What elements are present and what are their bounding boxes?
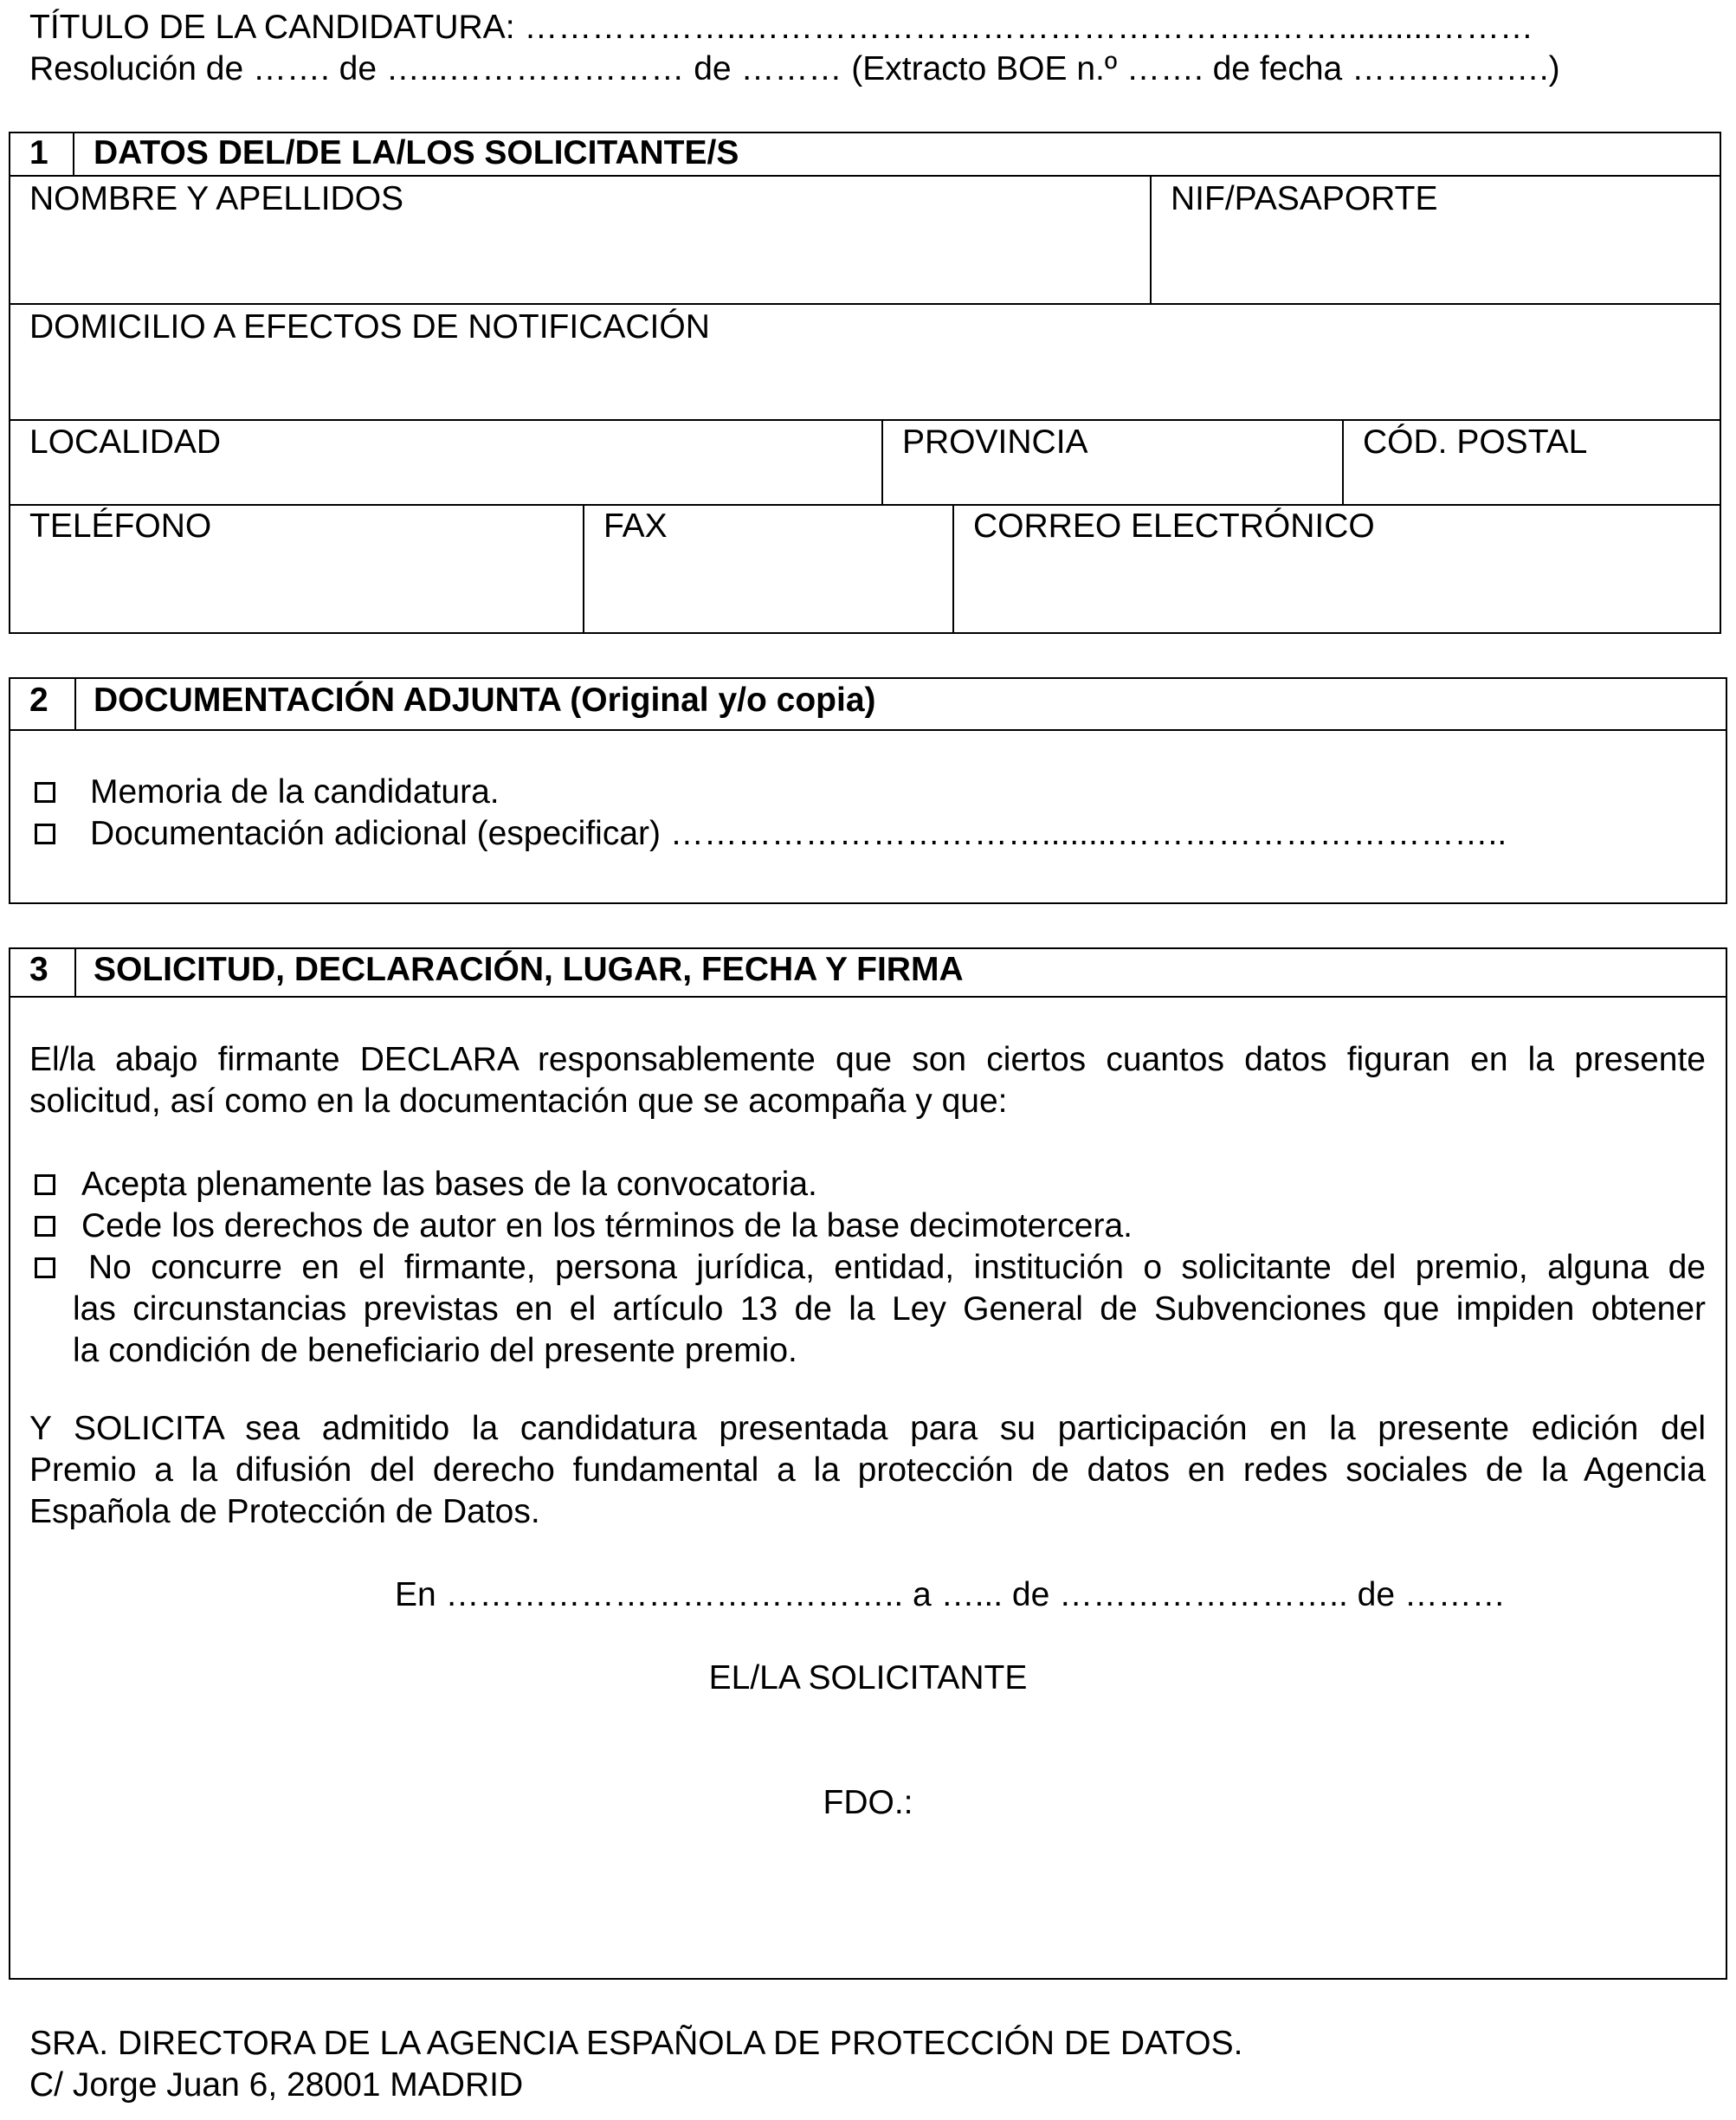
divider: [9, 729, 1727, 731]
item-memoria: Memoria de la candidatura.: [90, 773, 500, 811]
footer-destinatario: SRA. DIRECTORA DE LA AGENCIA ESPAÑOLA DE PROTECCIÓN DE DATOS.: [29, 2025, 1243, 2062]
field-fax-input[interactable]: [584, 506, 952, 632]
field-domicilio-input[interactable]: [10, 305, 1720, 419]
lugar-fecha-line: En ………………………………….. a …... de …………………….. de ………: [395, 1576, 1506, 1613]
checkbox-acepta-bases[interactable]: [35, 1174, 55, 1195]
field-telefono-label: TELÉFONO: [29, 507, 212, 545]
divider: [74, 677, 76, 729]
signature-area[interactable]: [606, 1827, 1126, 1957]
check-no-concurre-line-1: No concurre en el firmante, persona jurídica, entidad, institución o solicitante del premio, alguna de: [88, 1249, 1706, 1286]
field-telefono-input[interactable]: [10, 506, 583, 632]
section-3-number: 3: [29, 951, 48, 988]
item-doc-adicional: Documentación adicional (especificar) ……………………………........……………………………..: [90, 815, 1507, 852]
section-1-number: 1: [29, 134, 48, 171]
section-2-number: 2: [29, 682, 48, 719]
resolucion-line: Resolución de ……. de …...………………… de ……… (Extracto BOE n.º ……. de fecha …….…….….): [29, 50, 1560, 87]
titulo-candidatura: TÍTULO DE LA CANDIDATURA: ………………..………………………………………..……..........………: [29, 9, 1534, 46]
field-provincia-label: PROVINCIA: [902, 423, 1088, 461]
field-localidad-input[interactable]: [10, 421, 881, 504]
divider: [73, 132, 74, 175]
checkbox-memoria[interactable]: [35, 782, 55, 803]
declara-text-line-2: solicitud, así como en la documentación que se acompaña y que:: [29, 1083, 1008, 1120]
field-cod-postal-input[interactable]: [1344, 421, 1720, 504]
solicita-text-line-1: Y SOLICITA sea admitido la candidatura presentada para su participación en la presente edición del: [29, 1410, 1706, 1447]
section-2-title: DOCUMENTACIÓN ADJUNTA (Original y/o copia): [94, 682, 876, 719]
footer-direccion: C/ Jorge Juan 6, 28001 MADRID: [29, 2066, 524, 2104]
field-nif-input[interactable]: [1152, 175, 1720, 303]
section-1-title: DATOS DEL/DE LA/LOS SOLICITANTE/S: [94, 134, 739, 171]
check-no-concurre-line-2: las circunstancias previstas en el artículo 13 de la Ley General de Subvenciones que impiden obtener: [73, 1290, 1706, 1328]
divider: [9, 996, 1727, 998]
field-cod-postal-label: CÓD. POSTAL: [1363, 423, 1588, 461]
firma-label: FDO.:: [823, 1784, 913, 1821]
solicitante-label: EL/LA SOLICITANTE: [708, 1659, 1028, 1697]
field-domicilio-label: DOMICILIO A EFECTOS DE NOTIFICACIÓN: [29, 308, 710, 346]
check-cede-derechos-text: Cede los derechos de autor en los términos de la base decimotercera.: [81, 1207, 1133, 1244]
check-no-concurre-line-3: la condición de beneficiario del presente premio.: [73, 1332, 797, 1369]
checkbox-no-concurre[interactable]: [35, 1257, 55, 1278]
field-nif-label: NIF/PASAPORTE: [1171, 180, 1438, 217]
divider: [74, 947, 76, 996]
solicita-text-line-2: Premio a la difusión del derecho fundamental a la protección de datos en redes sociales de la Agencia: [29, 1451, 1706, 1489]
field-nombre-input[interactable]: [10, 175, 1148, 303]
declara-text-line-1: El/la abajo firmante DECLARA responsablemente que son ciertos cuantos datos figuran en la presente: [29, 1041, 1706, 1078]
field-correo-input[interactable]: [954, 506, 1720, 632]
solicita-text-line-3: Española de Protección de Datos.: [29, 1493, 540, 1530]
field-correo-label: CORREO ELECTRÓNICO: [973, 507, 1375, 545]
section-3-title: SOLICITUD, DECLARACIÓN, LUGAR, FECHA Y FIRMA: [94, 951, 964, 988]
field-provincia-input[interactable]: [883, 421, 1342, 504]
checkbox-cede-derechos[interactable]: [35, 1216, 55, 1237]
field-localidad-label: LOCALIDAD: [29, 423, 222, 461]
checkbox-doc-adicional[interactable]: [35, 824, 55, 844]
field-nombre-label: NOMBRE Y APELLIDOS: [29, 180, 404, 217]
field-fax-label: FAX: [603, 507, 668, 545]
check-acepta-bases-text: Acepta plenamente las bases de la convocatoria.: [81, 1166, 817, 1203]
